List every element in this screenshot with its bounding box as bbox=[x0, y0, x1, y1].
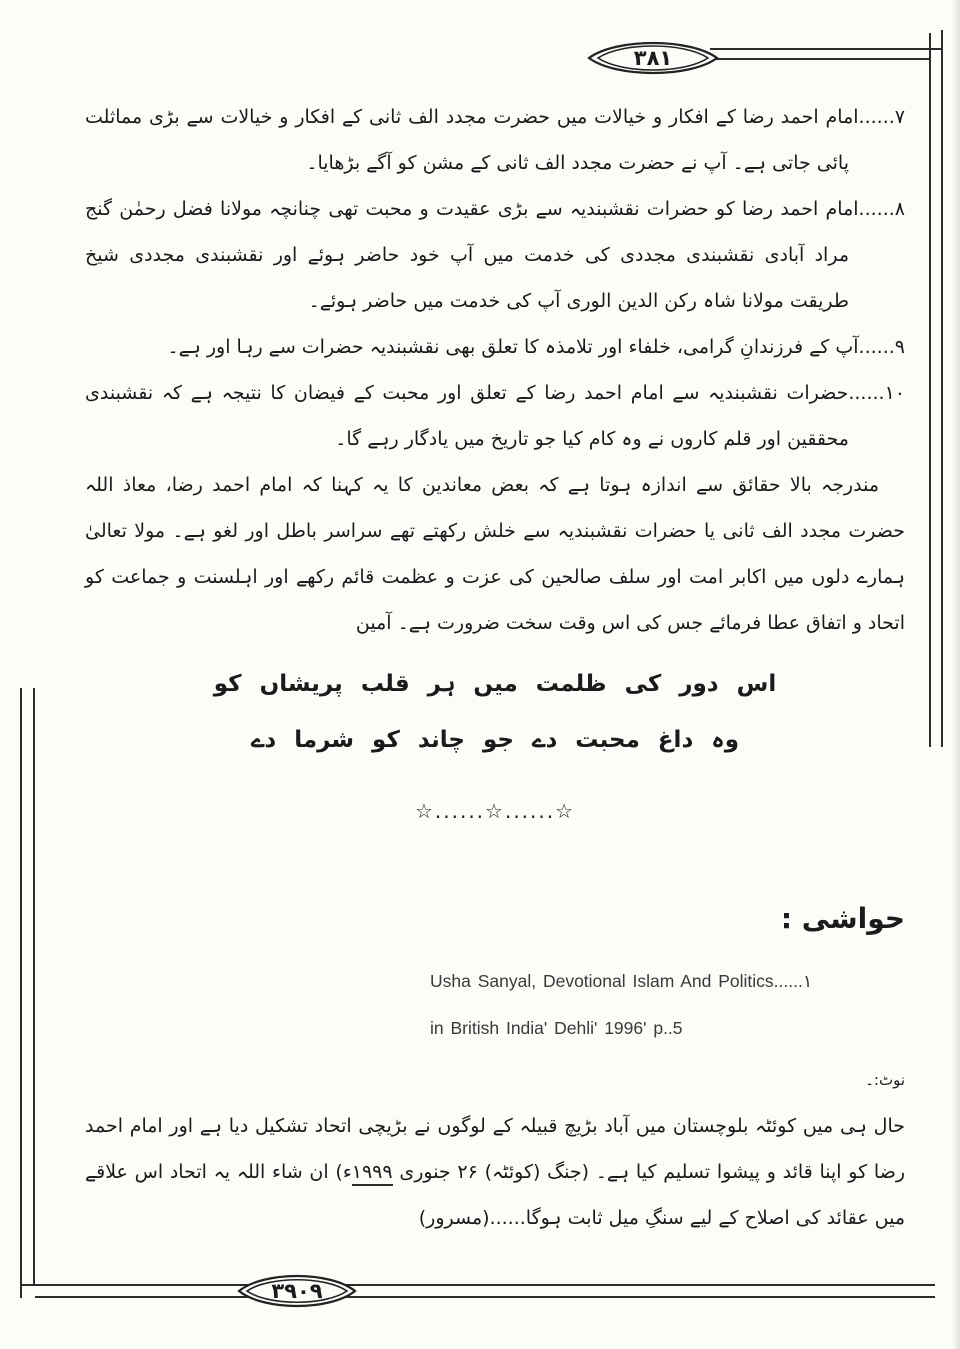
note-year: ۱۹۹۹ bbox=[352, 1161, 393, 1186]
numbered-item-9: ۹......آپ کے فرزندانِ گرامی، خلفاء اور تلامذہ کا تعلق بھی نقشبندیہ حضرات سے رہا اور ہے۔ bbox=[167, 336, 905, 358]
numbered-item-10: ۱۰......حضرات نقشبندیہ سے امام احمد رضا کے تعلق اور محبت کے فیضان کا نتیجہ ہے کہ نقشبندی محققین اور قلم کاروں نے وہ کام کیا جو تاریخ میں یادگار رہے گا۔ bbox=[85, 382, 905, 450]
star-divider: ☆......☆......☆ bbox=[414, 799, 576, 823]
numbered-item-7: ۷......امام احمد رضا کے افکار و خیالات میں حضرت مجدد الف ثانی کے افکار و خیالات سے بڑی مماثلت پائی جاتی ہے۔ آپ نے حضرت مجدد الف ثانی کے مشن کو آگے بڑھایا۔ bbox=[85, 106, 905, 174]
couplet bbox=[85, 656, 905, 768]
footnote-marker: ۱ bbox=[802, 972, 813, 992]
closing-paragraph: مندرجہ بالا حقائق سے اندازہ ہوتا ہے کہ بعض معاندین کا یہ کہنا کہ امام احمد رضا، معاذ اللہ حضرت مجدد الف ثانی یا حضرات نقشبندیہ سے خلش رکھتے تھے سراسر باطل اور لغو ہے۔ مولا تعالیٰ ہمارے دلوں میں اکابر امت اور سلف صالحین کی عزت و عظمت قائم رکھے اور اہلسنت و جماعت کو اتحاد و اتفاق عطا فرمائے جس کی اس وقت سخت ضرورت ہے۔ آمین bbox=[85, 474, 905, 634]
footnote-english-line-2: in British India' Dehli' 1996' p..5 bbox=[430, 1018, 683, 1038]
note-paragraph bbox=[85, 1103, 905, 1241]
couplet-line-2: وہ داغ محبت دے جو چاند کو شرما دے bbox=[250, 727, 740, 753]
footnote-english-line-1 bbox=[430, 966, 905, 997]
bottom-rule-lower bbox=[35, 1296, 935, 1298]
bottom-page-number-cartouche bbox=[236, 1268, 358, 1314]
bottom-rule-upper bbox=[22, 1284, 935, 1286]
footnotes-heading: حواشی : bbox=[780, 902, 905, 935]
note-label: نوٹ:۔ bbox=[865, 1071, 905, 1089]
note-text-before-year: حال ہی میں کوئٹہ بلوچستان میں آباد بڑیچ قبیلہ کے لوگوں نے بڑیچی اتحاد تشکیل دیا ہے اور امام احمد رضا کو اپنا قائد و پیشوا تسلیم کیا ہے۔ (جنگ (کوئٹہ) ۲۶ جنوری bbox=[85, 1115, 906, 1183]
page-number-bottom: ۳۹۰۹ bbox=[271, 1279, 323, 1303]
numbered-item-8: ۸......امام احمد رضا کو حضرات نقشبندیہ سے بڑی عقیدت و محبت تھی چنانچہ مولانا فضل رحمٰن گنج مراد آبادی نقشبندی مجددی کی خدمت میں آپ خود حاضر ہوئے اور نقشبندی مجددی شیخ طریقت مولانا شاہ رکن الدین الوری آپ کی خدمت میں حاضر ہوئے۔ bbox=[85, 198, 905, 312]
top-page-number-cartouche bbox=[586, 36, 720, 80]
note-text-after-year: ء) ان شاء اللہ یہ اتحاد اس علاقے میں عقائد کی اصلاح کے لیے سنگِ میل ثابت ہوگا......(مسرور) bbox=[85, 1161, 905, 1229]
page-number-top: ۳۸۱ bbox=[633, 46, 673, 70]
couplet-line-1: اس دور کی ظلمت میں ہر قلب پریشاں کو bbox=[213, 671, 777, 697]
footnote-citation-text: Usha Sanyal, Devotional Islam And Politics...... bbox=[430, 971, 803, 991]
